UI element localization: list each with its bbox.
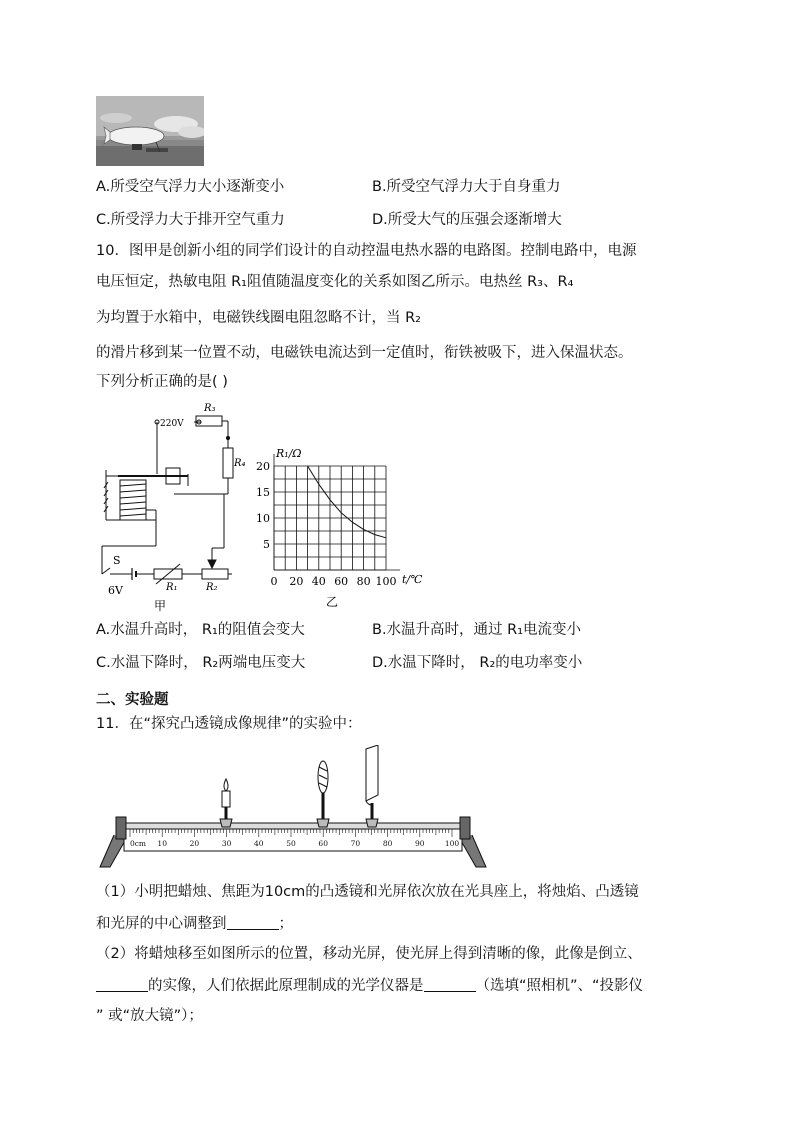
r3-label: R₃: [204, 403, 216, 414]
x-tick-label: 100: [375, 575, 397, 588]
q9-option-c: C.所受浮力大于排开空气重力: [96, 212, 285, 228]
q9-option-b: B.所受空气浮力大于自身重力: [372, 179, 561, 195]
y-tick-label: 20: [256, 460, 270, 473]
q10-line-5: 下列分析正确的是( ): [96, 374, 228, 390]
q10-option-b: B.水温升高时，通过 R₁电流变小: [372, 622, 582, 638]
ruler-label: 60: [318, 839, 328, 848]
q11-part2-line2: [96, 976, 643, 996]
r1-curve: [308, 466, 386, 538]
ruler-label: 0cm: [129, 839, 147, 848]
q10-option-c: C.水温下降时， R₂两端电压变大: [96, 655, 306, 671]
x-tick-label: 0: [270, 575, 278, 588]
ruler-label: 20: [189, 839, 200, 848]
q11-part1-text: 和光屏的中心调整到: [96, 916, 227, 932]
graph-axes: [274, 454, 400, 570]
q11-part2-line1: （2）将蜡烛移至如图所示的位置，移动光屏，使光屏上得到清晰的像，此像是倒立、: [96, 946, 642, 962]
convex-lens: [317, 761, 329, 827]
ruler-label: 70: [350, 839, 361, 848]
q11-title: 11．在“探究凸透镜成像规律”的实验中：: [96, 716, 362, 732]
q10-option-d: D.水温下降时， R₂的电功率变小: [372, 655, 583, 671]
section-heading: 二、实验题: [96, 692, 169, 708]
r1-label: R₁: [166, 582, 178, 593]
x-tick-label: 20: [289, 575, 304, 588]
answer-blank-1[interactable]: [227, 915, 279, 930]
ruler-label: 90: [415, 839, 425, 848]
voltage-label: 220V: [160, 419, 184, 429]
optical-bench-figure: [96, 745, 490, 871]
ruler-label: 80: [382, 839, 393, 848]
light-screen: [366, 745, 378, 827]
q10-line-3: 为均置于水箱中，电磁铁线圈电阻忽略不计，当 R₂: [96, 310, 421, 326]
q11-part1-line1: （1）小明把蜡烛、焦距为10cm的凸透镜和光屏依次放在光具座上，将烛焰、凸透镜: [96, 884, 639, 900]
ruler-label: 10: [157, 839, 167, 848]
r4-label: R₄: [234, 458, 246, 469]
airship-photo: [96, 96, 204, 166]
ruler-label: 30: [221, 839, 232, 848]
y-tick-label: 10: [256, 512, 270, 525]
circuit-caption: 甲: [154, 599, 167, 613]
q10-line-4: 的滑片移到某一位置不动，电磁铁电流达到一定值时，衔铁被吸下，进入保温状态。: [96, 345, 633, 361]
answer-blank-2[interactable]: [96, 977, 148, 992]
q9-option-d: D.所受大气的压强会逐渐增大: [372, 212, 562, 228]
q11-part1-line2: [96, 914, 293, 934]
y-tick-label: 5: [263, 538, 270, 551]
x-tick-label: 60: [334, 575, 349, 588]
answer-blank-3[interactable]: [424, 977, 476, 992]
q10-line-2: 电压恒定，热敏电阻 R₁阻值随温度变化的关系如图乙所示。电热丝 R₃、R₄: [96, 274, 574, 290]
q9-option-a: A.所受空气浮力大小逐渐变小: [96, 179, 285, 195]
candle: [220, 779, 232, 827]
q11-part2-options: （选填“照相机”、“投影仪: [475, 978, 644, 994]
q10-option-a: A.水温升高时， R₁的阻值会变大: [96, 622, 305, 638]
graph-xlabel: t/℃: [402, 573, 423, 586]
q10-line-1: 10．图甲是创新小组的同学们设计的自动控温电热水器的电路图。控制电路中，电源: [96, 243, 637, 259]
graph-caption: 乙: [326, 595, 339, 609]
ruler-label: 50: [286, 839, 296, 848]
x-tick-label: 80: [356, 575, 371, 588]
battery-label: 6V: [108, 584, 123, 597]
circuit-diagram: [96, 398, 264, 614]
y-tick-label: 15: [256, 486, 270, 499]
ruler-label: 40: [254, 839, 264, 848]
x-tick-label: 40: [311, 575, 326, 588]
q11-part2-text: 的实像，人们依据此原理制成的光学仪器是: [148, 978, 424, 994]
graph-ylabel: R₁/Ω: [276, 447, 302, 460]
ruler-label: 100: [444, 839, 460, 848]
r2-label: R₂: [206, 582, 218, 593]
switch-label: S: [113, 554, 121, 567]
q11-part2-line3: ” 或“放大镜”）；: [96, 1008, 203, 1024]
q11-part1-end: ；: [278, 916, 293, 932]
r1-temperature-graph: [256, 446, 428, 612]
